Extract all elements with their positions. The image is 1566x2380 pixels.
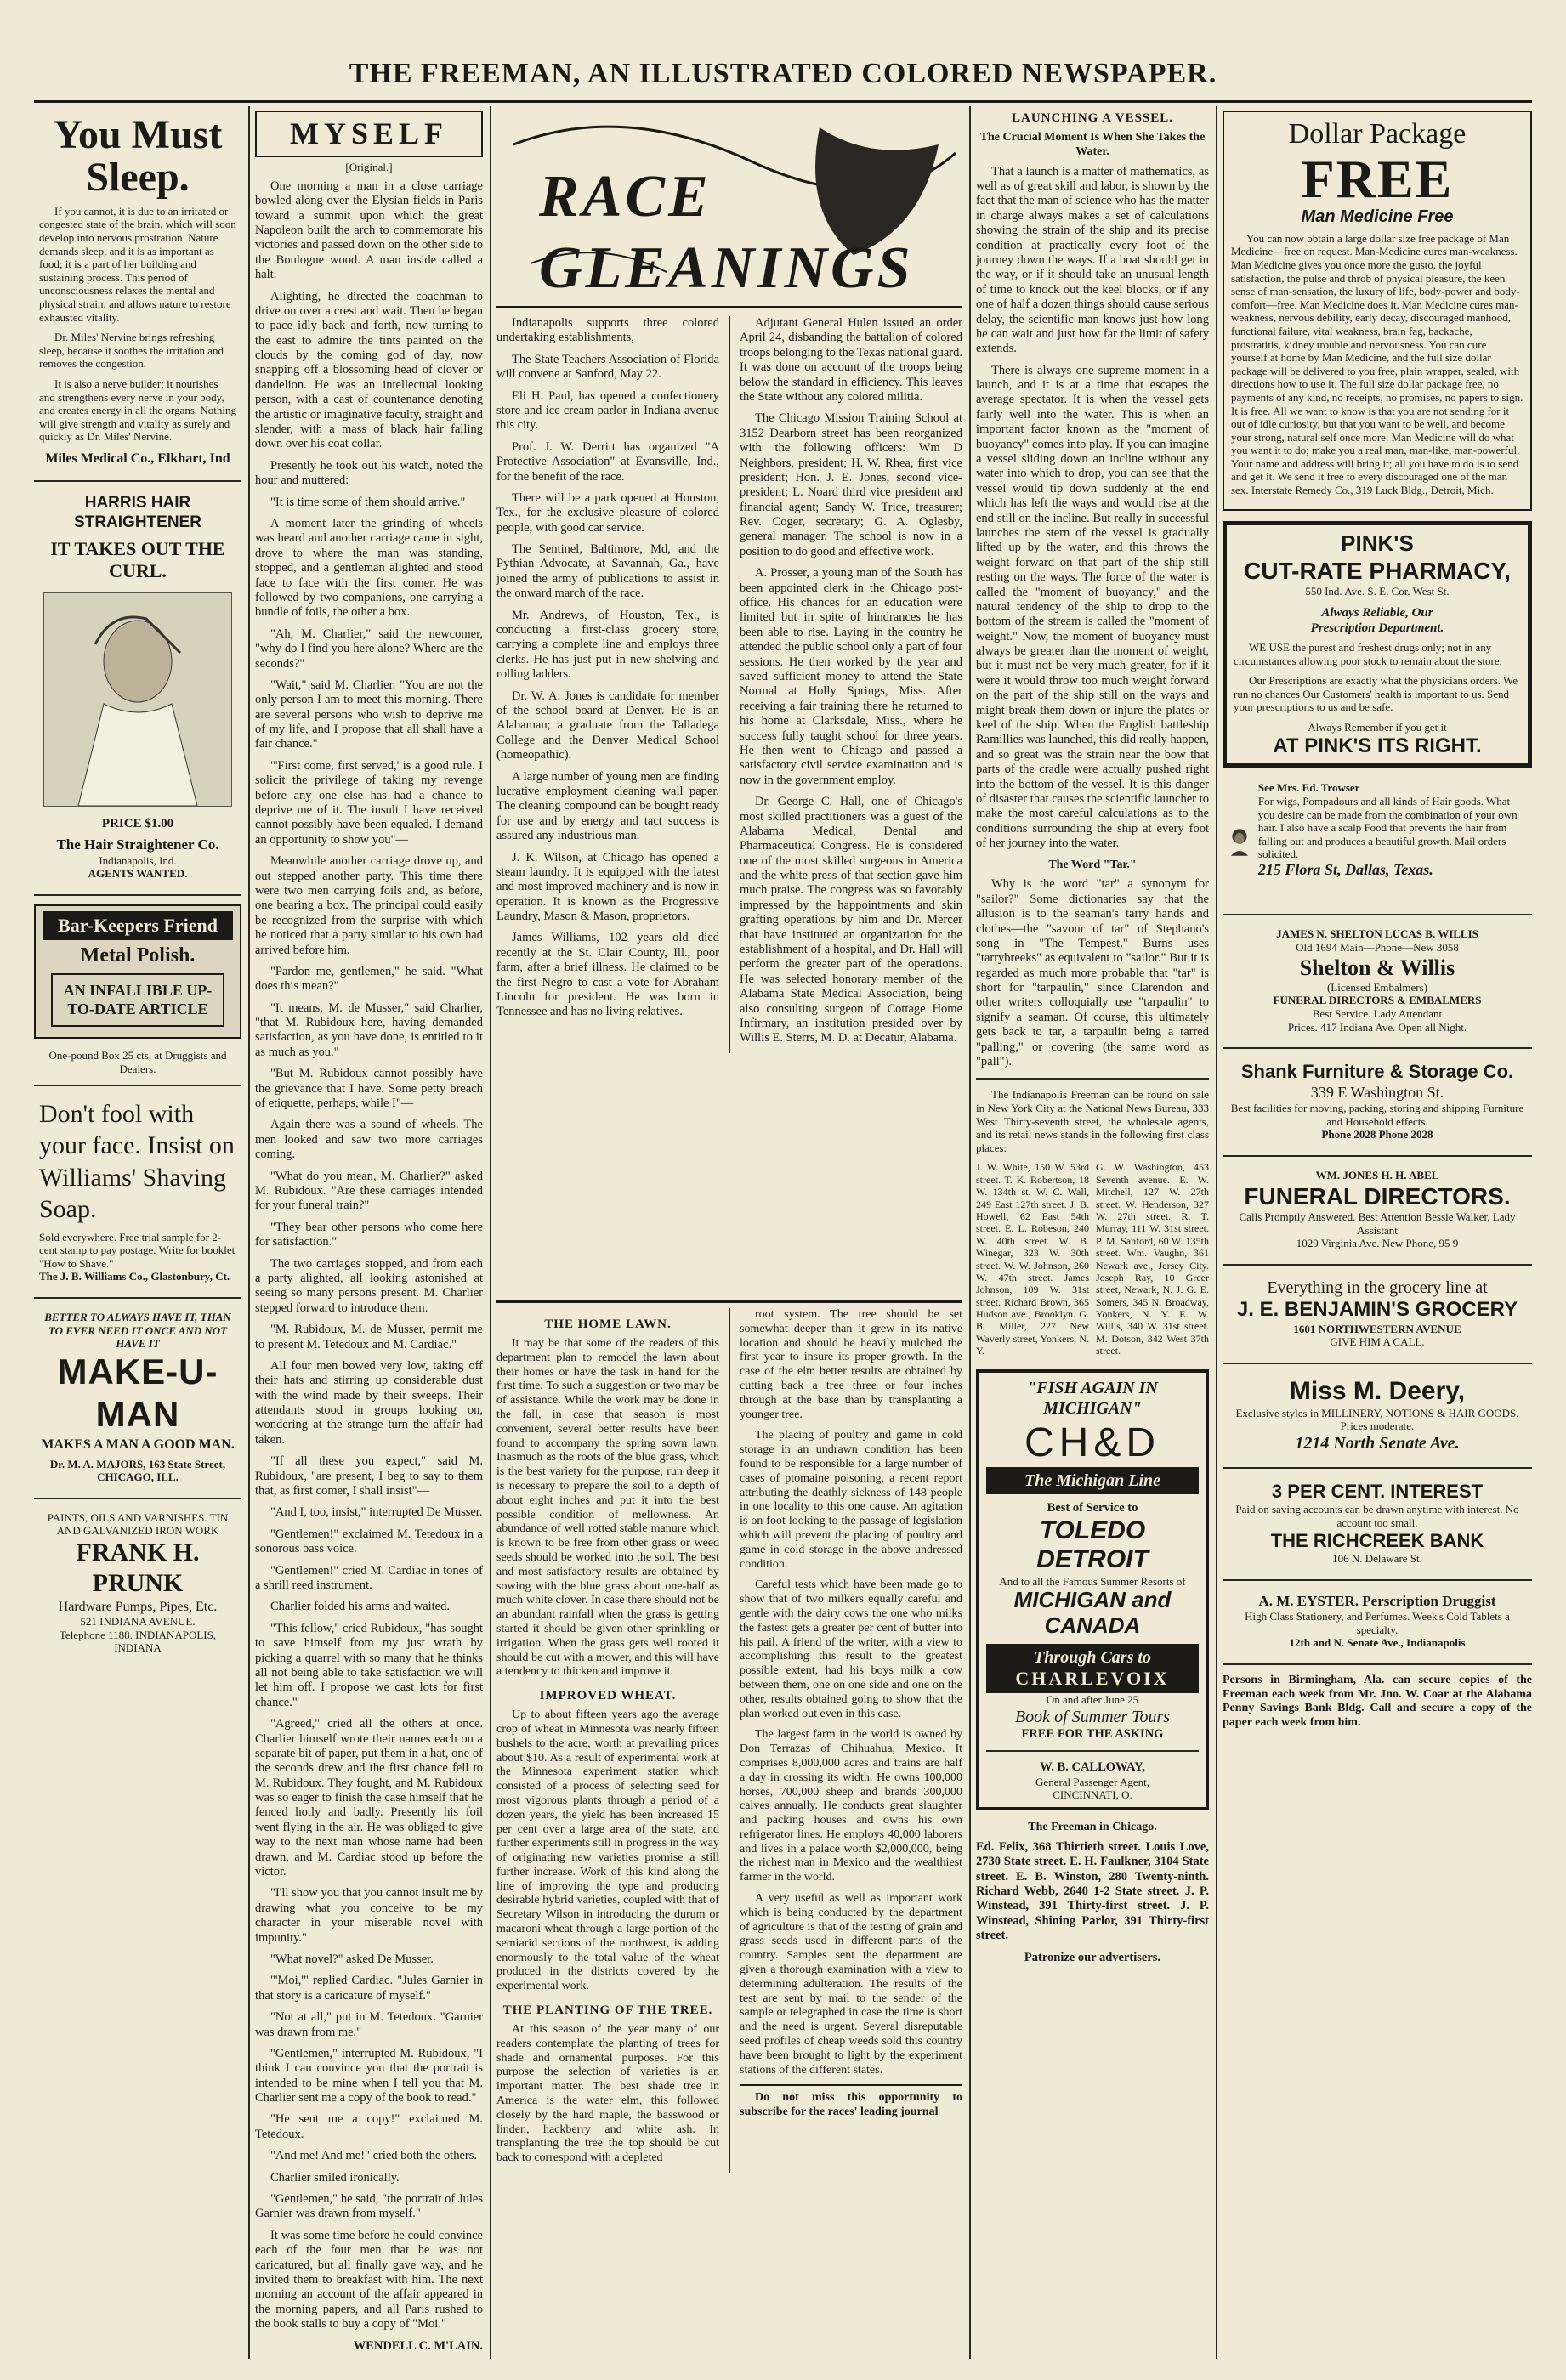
paragraph: "Wait," said M. Charlier. "You are not the only person I am to meet this morning. There are several persons who wish to deprive me of my life, and I propose that all shall have a fair chance." xyxy=(255,677,483,751)
ad-benjamin-address: 1601 NORTHWESTERN AVENUE xyxy=(1293,1322,1461,1335)
column-rule xyxy=(969,106,971,2359)
ad-chd-and: And to all the Famous Summer Resorts of xyxy=(999,1574,1186,1588)
ad-shelton-serv: Best Service. Lady Attendant xyxy=(1312,1006,1443,1020)
divider xyxy=(1223,1363,1532,1364)
ad-deery-body: Exclusive styles in MILLINERY, NOTIONS & HAIR GOODS. Prices moderate. xyxy=(1235,1406,1519,1433)
paragraph: James Williams, 102 years old died recently at the St. Clair County, Ill., poor farm, after a brief illness. He claimed to be the first Negro to cast a vote for Abraham Lincoln for president. He was born in Tennessee and has no living relatives. xyxy=(496,931,719,1019)
column-1 xyxy=(34,110,241,2354)
paragraph: All four men bowed very low, taking off their hats and stirring up considerable dust with the wind made by their sweeps. Their attendants stood in groups looking on, wondering at the strange turn the affair had taken. xyxy=(255,1358,483,1447)
race-gleanings xyxy=(496,110,962,1309)
paragraph: "Gentlemen!" exclaimed M. Tetedoux in a sonorous bass voice. xyxy=(255,1527,483,1556)
paragraph: "It is time some of them should arrive." xyxy=(270,495,466,509)
ad-bank-address: 106 N. Delaware St. xyxy=(1332,1552,1422,1566)
race-banner-title: RACE GLEANINGS xyxy=(539,164,914,301)
ad-chd-charl: CHARLEVOIX xyxy=(1015,1668,1170,1690)
ad-jones-body: Calls Promptly Answered. Best Attention Bessie Walker, Lady Assistant xyxy=(1239,1210,1516,1237)
paragraph: A very useful as well as important work which is being conducted by the department of agriculture is that of the testing of grain and grass seeds used in different parts of the country. Samples sent the department are given a thorough examination with a view to determining adulteration. The results of the test are sent by mail to the sender of the sample or telegraphed in case the time is short and the need is urgent. Several disreputable seed profiles of cheap weeds sold this country have been brought to light by the experiment stations of the different states. xyxy=(740,1892,962,2077)
lawn-title: THE HOME LAWN. xyxy=(544,1318,672,1331)
ad-shank-phones: Phone 2028 Phone 2028 xyxy=(1321,1128,1433,1142)
ad-chd-logo: CH&D xyxy=(1024,1420,1160,1465)
paragraph: "And I, too, insist," interrupted De Musser. xyxy=(270,1505,483,1520)
lawn-closing: Do not miss this opportunity to subscribe for the races' leading journal xyxy=(740,2084,962,2120)
paragraph: Again there was a sound of wheels. The men looked and saw two more carriages coming. xyxy=(255,1118,483,1162)
ad-shelton xyxy=(1223,924,1532,1037)
ad-chd xyxy=(976,1369,1209,1810)
paragraph: "What do you mean, M. Charlier?" asked M. Rubidoux. "Are these carriages intended for your funeral train?" xyxy=(255,1169,483,1213)
ad-trower-title: See Mrs. Ed. Trowser xyxy=(1257,781,1360,795)
ad-chd-agent-city: CINCINNATI, O. xyxy=(1053,1788,1132,1802)
home-lawn-section xyxy=(496,1300,962,2362)
paragraph: Dr. W. A. Jones is candidate for member of the school board at Denver. He is an Alabaman; a graduate from the Talladega College and the Denver Medical School (homeopathic). xyxy=(496,688,719,762)
paragraph: "I'll show you that you cannot insult me by drawing what you conceive to be my character in your miserable novel with impunity." xyxy=(255,1886,483,1945)
race-left-column xyxy=(496,316,719,1053)
lawn-para: It may be that some of the readers of this department plan to remodel the lawn about their homes or have the task in hand for the first time. To such a suggestion or two may be of assistance. While the work may be done in the fall, in case that season is most convenient, several better results have been found to accompany the spring sown lawn. Inasmuch as the roots of the blue grass, which is the best variety for the purpose, run deep it is necessary to prepare the soil to a depth of about eight inches and put it into the best possible condition of mellowness. An abundance of well rotted stable manure which is known to be free from other grass or weed seeds should be worked into the soil. The best and most satisfactory results are obtained by sowing with the blue grass about one-half as much white clover. In case there should not be an abundant rainfall when the grass is getting started it should be given other sprinkling or irrigation. When the grass gets well rooted it should be cut with a mower, and this will have a tendency to thicken and improve it. xyxy=(496,1337,719,1679)
paragraph: Indianapolis supports three colored undertaking establishments, xyxy=(496,316,719,345)
ad-barkeeper xyxy=(34,904,241,1039)
ad-prunk xyxy=(34,1508,241,1658)
divider xyxy=(1223,914,1532,915)
ad-chd-after: On and after June 25 xyxy=(1046,1693,1139,1707)
paragraph: The largest farm in the world is owned by Don Terrazas of Chihuahua, Mexico. It comprises 8,000,000 acres and trains are half a day in crossing its width. He owns 100,000 horses, 700,000 sheep and brands 300,000 calves annually. He conducts great slaughter and packing houses and owns his own refrigerator lines. He employs 40,000 laborers and lives in a palace worth $2,000,000, being the richest man in Mexico and the wealthiest farmer in the world. xyxy=(740,1728,962,1884)
divider xyxy=(34,1085,241,1086)
divider xyxy=(1223,1047,1532,1049)
ad-shelton-firm: Shelton & Willis xyxy=(1299,955,1455,980)
ad-shelton-lic: (Licensed Embalmers) xyxy=(1326,980,1428,994)
ad-pink-reliable: Always Reliable, Our xyxy=(1321,606,1433,620)
ad-williams xyxy=(34,1095,241,1287)
ad-pink-title: CUT-RATE PHARMACY, xyxy=(1244,557,1511,584)
ad-williams-text: Don't fool with your face. Insist on Williams' Shaving Soap. xyxy=(39,1099,235,1224)
ad-harris-price: PRICE $1.00 xyxy=(101,817,174,831)
ad-bank-body: Paid on saving accounts can be drawn anytime with interest. No account too small. xyxy=(1235,1503,1519,1530)
paragraph: "It means, M. de Musser," said Charlier, "that M. Rubidoux here, having demanded satisfaction, as you have done, is entitled to it as much as you." xyxy=(255,1000,483,1059)
birmingham-notice: Persons in Birmingham, Ala. can secure copies of the Freeman each week from Mr. Jno. W. Coar at the Alabama Penny Savings Bank Bldg. Call and secure a copy of the paper each week from him. xyxy=(1223,1673,1532,1730)
divider xyxy=(34,1297,241,1299)
ad-shank-address: 339 E Washington St. xyxy=(1310,1083,1444,1101)
ad-jones xyxy=(1223,1165,1532,1254)
column-2-myself xyxy=(255,110,483,2354)
vessel-para: That a launch is a matter of mathematics, as well as of great skill and labor, is shown by the fact that the man of science who has the matter in charge always makes a set of calculations showing the strain of the ship and its precise condition at practically every foot of the journey down the ways. If a boat should get in the way, or if it should take an unusual length of time to knock out the keel blocks, or if any one of half a dozen things should cause serious delay, the scientific man knows just how long he can wait and just how far the limit of safety extends. xyxy=(976,164,1209,356)
ad-chd-line: The Michigan Line xyxy=(986,1467,1199,1494)
paragraph: J. K. Wilson, at Chicago has opened a steam laundry. It is equipped with the latest and most improved machinery and is now in operation. It is known as the Progressive Laundry, Mason & Mason, proprietors. xyxy=(496,850,719,924)
divider xyxy=(1223,1663,1532,1665)
tar-title: The Word "Tar." xyxy=(1048,858,1137,871)
story-author: WENDELL C. M'LAIN. xyxy=(353,2338,483,2353)
ad-makeuman-sub: MAKES A MAN A GOOD MAN. xyxy=(41,1436,235,1452)
ad-bank-rate: 3 PER CENT. INTEREST xyxy=(1271,1481,1484,1503)
ad-bank xyxy=(1223,1477,1532,1569)
paragraph: A large number of young men are finding lucrative employment cleaning wall paper. The cleaning compound can be bought ready for use and by energy and tact success is assured any industrious man. xyxy=(496,769,719,843)
ny-left: J. W. White, 150 W. 53rd street. T. K. Robertson, 18 W. 134th st. W. C. Wall, 249 East 127th street. J. B. Howell, 62 East 54th street. E. L. Robeson, 240 W. 40th street. W. B. Winegar, 323 W. 30th street. W. W. Johnson, 260 W. 47th street. James Johnson, 109 W. 31st street. Richard Brown, 365 Hudson ave., Brooklyn. G. B. Miller, 227 New Waverly street, Yonkers, N. Y. xyxy=(976,1161,1089,1357)
ad-chd-cities: TOLEDO DETROIT xyxy=(1036,1516,1149,1574)
paragraph: Mr. Andrews, of Houston, Tex., is conducting a first-class grocery store, carrying a complete line and employs three clerks. He has just put in new shelving and rolling ladders. xyxy=(496,608,719,682)
paragraph: "'Moi,'" replied Cardiac. "Jules Garnier in that story is a caricature of myself." xyxy=(255,1974,483,2003)
paragraph: Alighting, he directed the coachman to drive on over a crest and wait. Then he began to pace idly back and forth, now turning to the east to admire the tints painted on the clouds by the coming god of day, now snapping off a blossoming head of clover or dandelion. He was an intellectual looking person, with a cast of countenance denoting the artistic or imaginative faculty, straight and slender, with a mass of black hair falling down over his coat collar. xyxy=(255,289,483,451)
masthead: THE FREEMAN, AN ILLUSTRATED COLORED NEWSPAPER. xyxy=(34,58,1532,103)
ad-harris-agents: AGENTS WANTED. xyxy=(88,867,188,881)
ad-benjamin xyxy=(1223,1274,1532,1352)
ad-sleep-footer: Miles Medical Co., Elkhart, Ind xyxy=(45,450,230,466)
ad-harris xyxy=(34,490,241,884)
paragraph: "What novel?" asked De Musser. xyxy=(270,1952,434,1966)
paragraph: "He sent me a copy!" exclaimed M. Tetedoux. xyxy=(255,2112,483,2141)
divider xyxy=(1223,1155,1532,1157)
ad-williams-sub: Sold everywhere. Free trial sample for 2-cent stamp to pay postage. Write for booklet "How to Shave." xyxy=(39,1230,235,1270)
paragraph: A moment later the grinding of wheels was heard and another carriage came in sight, drove to where the man was standing, stopped, and a gentleman alighted and stood face to face with the first comer. He was followed by two companions, one carrying a bundle of foils, the other a box. xyxy=(255,516,483,620)
ad-sleep-body3: It is also a nerve builder; it nourishes and strengthens every nerve in your body, and creates energy in all the organs. Nothing will give strength and vitality as surely and quickly as Dr. Miles' Nervine. xyxy=(39,377,237,444)
story-body-myself xyxy=(255,179,483,2332)
paragraph: "And me! And me!" cried both the others. xyxy=(270,2149,477,2163)
ad-chd-agent-title: General Passenger Agent, xyxy=(1035,1775,1149,1788)
ny-right: G. W. Washington, 453 Seventh avenue. E. W. Mitchell, 127 W. 27th street. W. Henderson, 327 W. 27th street. R. T. Murray, 111 W. 31st street. P. M. Sanford, 60 W. 135th street. Wm. Vaughn, 361 Newark ave., Jersey City. Joseph Ray, 10 Greer street, Newark, N. J. G. E. Somers, 345 N. Broadway, Yonkers, N. Y. E. W. Willis, 340 W. 31st street. M. Dotson, 342 West 37th street. xyxy=(1096,1161,1209,1357)
ad-chd-top: "FISH AGAIN IN MICHIGAN" xyxy=(1027,1378,1158,1418)
paragraph: Prof. J. W. Derritt has organized "A Protective Association" at Evansville, Ind., for the benefit of the race. xyxy=(496,439,719,484)
ad-prunk-name: FRANK H. PRUNK xyxy=(76,1538,200,1598)
chicago-title: The Freeman in Chicago. xyxy=(1028,1820,1157,1833)
ad-barkeeper-headline: Bar-Keepers Friend xyxy=(43,911,233,940)
paragraph: "Not at all," put in M. Tetedoux. "Garnier was drawn from me." xyxy=(255,2010,483,2039)
ad-pink-dept: Prescription Department. xyxy=(1310,621,1444,636)
ad-deery-address: 1214 North Senate Ave. xyxy=(1295,1434,1460,1454)
ad-deery-name: Miss M. Deery, xyxy=(1289,1376,1466,1405)
race-right-column xyxy=(740,316,962,1053)
column-rule xyxy=(248,106,250,2359)
paragraph: The Chicago Mission Training School at 3152 Dearborn street has been reorganized with the following officers: Wm D Neighbors, president; H. W. Rhea, first vice president; Hon. J. E. Jones, second vice-president; L. Noard third vice president and financial agent; Sandy W. Trice, treasurer; Rev. Coger, secretary; G. A. Oglesby, general manager. The school is now in a position to do good and effective work. xyxy=(740,411,962,558)
tar-para: Why is the word "tar" a synonym for "sailor?" Some dictionaries say that the allusion is to the seaman's tarry hands and clothes—the "savour of tar" of Stephano's song in "The Tempest." Burns uses "tarrybreeks" as equivalent to "sailor." But it is regarded as much more probable that "tar" is short for "tarpaulin," since Clarendon and other writers colloquially use "tarpaulin" to signify a seaman. Of course, this ultimately gets back to tar, a tarpaulin being a tarred "palling," or covering (the same word as "pall"). xyxy=(976,877,1209,1069)
divider xyxy=(1223,1579,1532,1581)
tree-title: THE PLANTING OF THE TREE. xyxy=(502,2003,713,2018)
paragraph: Charlier smiled ironically. xyxy=(270,2170,400,2184)
paragraph: "Gentlemen," interrupted M. Rubidoux, "I think I can convince you that the portrait is intended to be mine when I tell you that M. Charlier sent me a copy of the book to read." xyxy=(255,2046,483,2105)
paragraph: The Sentinel, Baltimore, Md, and the Pythian Advocate, at Savannah, Ga., have joined the army of publications to assist in the onward march of the race. xyxy=(496,542,719,601)
ad-chd-cars: Through Cars to xyxy=(1034,1648,1151,1668)
column-rule xyxy=(1216,106,1217,2359)
ad-pink-address: 550 Ind. Ave. S. E. Cor. West St. xyxy=(1305,585,1450,598)
ad-chd-mich: MICHIGAN and CANADA xyxy=(1013,1587,1172,1639)
ad-benjamin-top: Everything in the grocery line at xyxy=(1267,1278,1488,1297)
ad-makeuman xyxy=(34,1307,241,1488)
paragraph: Charlier folded his arms and waited. xyxy=(270,1600,450,1614)
ad-harris-headline: HARRIS HAIR STRAIGHTENER xyxy=(74,494,201,531)
patronize: Patronize our advertisers. xyxy=(1024,1950,1161,1964)
vessel-sub: The Crucial Moment Is When She Takes the Water. xyxy=(979,131,1206,158)
ad-dollar-body: You can now obtain a large dollar size free package of Man Medicine—free on request. Man-Medicine cures man-weakness. Man Medicine gives you once more the gusto, the joyful satisfaction, the pulse and throb of physical pleasure, the keen sense of man-sensation, the luxury of life, body-power and body-comfort—free. Man Medicine does it. Man Medicine cures man-weakness, nervous debility, early decay, discouraged manhood, functional failure, vital weakness, brain fag, backache, prostratitis, kidney trouble and nervousness. You can cure yourself at home by Man Medicine, and the full size dollar package will be delivered to you free, plain wrapper, sealed, with directions how to use it. The full size dollar package free, no payments of any kind, no receipts, no promises, no papers to sign. It is free. All we want to know is that you are not sending for it out of idle curiosity, but that you want to be well, and become your strong, natural self once more. Man Medicine will do what you want it to do; make you a real man, man-like, man-powerful. Your name and address will bring it; all you have to do is to send and get it. We send it free to every discouraged one of the man sex. Interstate Remedy Co., 319 Luck Bldg., Detroit, Mich. xyxy=(1231,231,1523,497)
ad-shank xyxy=(1223,1057,1532,1145)
paragraph: It was some time before he could convince each of the four men that he was not caricatured, but all finally gave way, and he invited them to breakfast with him. The next morning an account of the affair appeared in the morning papers, and all Paris rushed to the book stalls to buy a copy of "Moi." xyxy=(255,2228,483,2332)
ad-trower-body: For wigs, Pompadours and all kinds of Hair goods. What you desire can be made from the combination of your own hair. I also have a scalp Food that prevents the hair from falling out and produces a beautiful growth. Mail orders solicited. xyxy=(1257,795,1518,861)
ad-prunk-sub: Hardware Pumps, Pipes, Etc. xyxy=(58,1600,218,1615)
ad-shelton-names: JAMES N. SHELTON LUCAS B. WILLIS xyxy=(1276,927,1478,941)
ad-bank-name: THE RICHCREEK BANK xyxy=(1270,1529,1484,1551)
divider xyxy=(1223,1264,1532,1266)
story-title-myself: MYSELF xyxy=(255,110,483,157)
ad-shank-body: Best facilities for moving, packing, storing and shipping Furniture and Household effects. xyxy=(1230,1102,1524,1128)
ad-barkeeper-sub: Metal Polish. xyxy=(80,944,196,967)
paragraph: "But M. Rubidoux cannot possibly have the grievance that I have. Some petty breach of etiquette, perhaps, while I"— xyxy=(255,1067,483,1111)
ad-harris-company: The Hair Straightener Co. xyxy=(56,836,219,853)
ad-shelton-dir: FUNERAL DIRECTORS & EMBALMERS xyxy=(1273,994,1482,1007)
wheat-title: IMPROVED WHEAT. xyxy=(539,1689,677,1703)
ad-barkeeper-footer: One-pound Box 25 cts, at Druggists and Dealers. xyxy=(48,1049,227,1075)
paragraph: One morning a man in a close carriage bowled along over the Elysian fields in Paris toward a summit upon which the great Napoleon built the arch to commemorate his victories and passed down on the other side to the Boulogne wood. A man inside called a halt. xyxy=(255,178,483,282)
portrait-illustration xyxy=(1228,781,1251,900)
ad-chd-book: Book of Summer Tours xyxy=(1014,1708,1171,1726)
paragraph: "Gentlemen," he said, "the portrait of Jules Garnier was drawn from myself." xyxy=(255,2192,483,2221)
ad-eyster-body: High Class Stationery, and Perfumes. Week's Cold Tablets a specialty. xyxy=(1245,1610,1510,1636)
ad-sleep-body2: Dr. Miles' Nervine brings refreshing sleep, because it soothes the irritation and removes the congestion. xyxy=(39,331,224,371)
story-original-tag: [Original.] xyxy=(345,161,393,174)
column-5-vessel xyxy=(976,110,1209,2354)
ad-dollar-top: Dollar Package xyxy=(1288,118,1467,150)
paragraph: "'First come, first served,' is a good rule. I solicit the privilege of taking my revenge before any one else has had a chance to deprive me of it. The insult I have received cannot possibly have been equaled. I demand an opportunity to show you"— xyxy=(255,758,483,847)
ad-dollar xyxy=(1223,110,1532,511)
ad-makeuman-top: BETTER TO ALWAYS HAVE IT, THAN TO EVER NEED IT ONCE AND NOT HAVE IT xyxy=(44,1310,231,1351)
ad-pink-right: AT PINK'S ITS RIGHT. xyxy=(1273,734,1482,757)
column-6-ads xyxy=(1223,110,1532,2354)
ad-pink-use: WE USE the purest and freshest drugs only; not in any circumstances allowing poor stock to remain about the store. xyxy=(1234,641,1502,667)
paragraph: Eli H. Paul, has opened a confectionery store and ice cream parlor in Indiana avenue this city. xyxy=(496,388,719,433)
ad-jones-names: WM. JONES H. H. ABEL xyxy=(1315,1168,1439,1182)
vessel-title: LAUNCHING A VESSEL. xyxy=(1011,111,1174,125)
paragraph: Meanwhile another carriage drove up, and out stepped another party. This time there were two men carrying foils and, as before, one bearing a box. The principal could easily be recognized from the surprise with which he noticed that a party similar to his own had arrived before him. xyxy=(255,854,483,957)
tree-para: At this season of the year many of our readers contemplate the planting of trees for shade and ornamental purposes. For this purpose the selection of varieties is an important matter. The best shade tree in America is the water elm, this followed closely by the hard maple, the basswood or linden, hackberry and white ash. In transplanting the tree the top should be cut back to correspond with a depleted xyxy=(496,2023,719,2165)
divider xyxy=(34,894,241,896)
ad-shelton-prices: Prices. 417 Indiana Ave. Open all Night. xyxy=(1287,1020,1467,1034)
ad-eyster-name: A. M. EYSTER. Perscription Druggist xyxy=(1258,1592,1496,1609)
divider xyxy=(976,1078,1209,1080)
paragraph: Presently he took out his watch, noted the hour and muttered: xyxy=(255,458,483,488)
ad-pink-remember: Always Remember if you get it xyxy=(1308,721,1447,734)
paragraph: "Pardon me, gentlemen," he said. "What does this mean?" xyxy=(255,964,483,994)
ad-prunk-address: 521 INDIANA AVENUE. xyxy=(80,1615,196,1629)
ad-pink xyxy=(1223,521,1532,768)
paragraph: "Gentlemen!" cried M. Cardiac in tones of a shrill reed instrument. xyxy=(255,1563,483,1592)
ad-sleep-headline: You Must Sleep. xyxy=(53,112,223,201)
ad-prunk-phone: Telephone 1188. INDIANAPOLIS, INDIANA xyxy=(59,1628,217,1655)
paragraph: root system. The tree should be set somewhat deeper than it grew in its native location and should be heavily mulched the first year to insure its proper growth. In the case of the elm better results are obtained by cutting back a tree three or four inches through at the base than by transplanting a younger tree. xyxy=(740,1308,962,1421)
ad-makeuman-address: Dr. M. A. MAJORS, 163 State Street, CHICAGO, ILL. xyxy=(49,1457,226,1484)
ad-deery xyxy=(1223,1373,1532,1457)
vessel-para: There is always one supreme moment in a launch, and it is at a time that escapes the average spectator. It is when the vessel gets fairly well into the water. This is when an important factor known as the "moment of buoyancy" comes into play. If you can imagine a vessel sliding down an incline without any water into which to drop, you can see that the vessel would tip down suddenly at the end which has left the ways and would rise at the end still on the incline. But really in successful launches the stern of the vessel is gradually lifted up by the water, and this throws the weight forward on that part of the ship still resting on the ways. The force of the water is called the "moment of buoyancy," and the natural tendency of the ship to drop to the bottom of the stream is called the "moment of weight." Now, the moment of buoyancy must always be greater than the moment of weight, but it must not be very much greater, for if it were it would throw too much weight forward on the part of the ship still on the ways and might break them down or injure the plates or keel of the ship. When the English battleship Ramillies was launched, this did really happen, and so great was the strain near the bow that parts of the cradle were actually pushed right into the bottom of the vessel. It is this danger of disaster that causes the scientific launcher to make the most careful calculations as to the conditions surrounding the ship at every foot of her journey into the water. xyxy=(976,363,1209,851)
column-rule xyxy=(490,106,491,2359)
ad-harris-arc: IT TAKES OUT THE CURL. xyxy=(50,537,225,582)
ad-prunk-top: PAINTS, OILS AND VARNISHES. TIN AND GALVANIZED IRON WORK xyxy=(47,1510,229,1538)
paragraph: Careful tests which have been made go to show that of two milkers equally careful and gentle with the dairy cows the one who milks the fastest gets a greater per cent of butter into his pail. A friend of the writer, with a view to accomplishing this result to the greatest possible extent, had his boys milk a cow between them, one on one side and one on the other, results obtained going to show that the plan worked out even in this case. xyxy=(740,1578,962,1720)
paragraph: The two carriages stopped, and from each a party alighted, all looking astonished at seeing so many persons present. M. Charlier stepped forward to introduce them. xyxy=(255,1256,483,1315)
ny-intro: The Indianapolis Freeman can be found on sale in New York City at the National News Bureau, 333 West Thirty-seventh street, the wholesale agents, and its retail news stands in the following first class places: xyxy=(976,1088,1209,1154)
divider xyxy=(34,480,241,482)
paragraph: "They bear other persons who come here for satisfaction." xyxy=(255,1220,483,1250)
paragraph: There will be a park opened at Houston, Tex., for the exclusive pleasure of colored people, with good car service. xyxy=(496,490,719,535)
ad-jones-title: FUNERAL DIRECTORS. xyxy=(1244,1182,1511,1210)
ad-makeuman-headline: MAKE-U-MAN xyxy=(57,1351,218,1435)
ad-sleep-body: If you cannot, it is due to an irritated or congested state of the brain, which will soon develop into nervous prostration. Nature demands sleep, and it is as important as food; it is a part of her building and sustaining process. This period of unconsciousness relaxes the mental and physical strain, and allows nature to restore exhausted vitality. xyxy=(39,204,236,324)
paragraph: A. Prosser, a young man of the South has been appointed clerk in the Chicago post-office. His chances for an education were limited but in spite of hindrances he has been able to rise. Laying in the country he attended the public school only a part of four sessions. He then worked by the year and saved sufficient money to attend the State Normal at Holly Springs, Miss. After receiving a fair training there he returned to his home at Clarksdale, Miss., where he success fully taught school for three years. He then went to Chicago and passed a satisfactory civil service examination and is now in the government employ. xyxy=(740,566,962,787)
race-banner xyxy=(496,110,962,308)
ad-pink-name: PINK'S xyxy=(1341,530,1414,556)
ad-shank-name: Shank Furniture & Storage Co. xyxy=(1240,1061,1514,1083)
ad-shelton-phones: Old 1694 Main—Phone—New 3058 xyxy=(1296,941,1459,954)
ad-sleep xyxy=(34,110,241,470)
ad-pink-pres: Our Prescriptions are exactly what the physicians orders. We run no chances Our Customers' health is important to us. Send your prescriptions to us and be safe. xyxy=(1234,674,1518,714)
ad-jones-address: 1029 Virginia Ave. New Phone, 95 9 xyxy=(1296,1237,1459,1250)
paragraph: Adjutant General Hulen issued an order April 24, disbanding the battalion of colored troops belonging to the Texas national guard. It was done on account of the troops being below the standard in efficiency. This leaves the State without any colored militia. xyxy=(740,316,962,404)
ad-benjamin-call: GIVE HIM A CALL. xyxy=(1330,1335,1425,1349)
paragraph: "If all these you expect," said M. Rubidoux, "are present, I beg to say to them that, as first comer, I shall insist"— xyxy=(255,1454,483,1499)
ad-chd-agent: W. B. CALLOWAY, xyxy=(1040,1760,1145,1775)
divider xyxy=(34,1498,241,1499)
ad-williams-company: The J. B. Williams Co., Glastonbury, Ct. xyxy=(39,1270,230,1284)
paragraph: "Ah, M. Charlier," said the newcomer, "why do I find you here alone? Where are the seconds?" xyxy=(255,626,483,671)
lawn-right-column xyxy=(740,1308,962,2077)
ad-dollar-sub: Man Medicine Free xyxy=(1301,207,1454,226)
ad-benjamin-name: J. E. BENJAMIN'S GROCERY xyxy=(1236,1297,1518,1321)
ad-harris-address: Indianapolis, Ind. xyxy=(99,853,177,867)
ad-barkeeper-tag: AN INFALLIBLE UP-TO-DATE ARTICLE xyxy=(51,973,224,1027)
divider xyxy=(1223,1467,1532,1469)
ad-chd-best: Best of Service to xyxy=(1047,1501,1138,1516)
paragraph: Dr. George C. Hall, one of Chicago's most skilled practitioners was a guest of the Alabama Medical, Dental and Pharmaceutical Congress. He is considered one of the most skilled surgeons in America and the white press of that section gave him much praise. The congress was so favorably impressed by the happointments and skin grafting operations by him and Dr. Mercer that have instituted an organization for the establishment of a hospital, and Dr. Hall will perform the greater part of the operations. He was selected honorary member of the Alabama State Medical Association, being also consulting surgeon of Cottage Home Infirmary, an institution presided over by Willis E. Sterrs, M. D. at Decatur, Alabama. xyxy=(740,795,962,1046)
ad-eyster xyxy=(1223,1590,1532,1653)
woman-illustration xyxy=(43,592,232,807)
chicago-list: Ed. Felix, 368 Thirtieth street. Louis Love, 2730 State street. E. H. Faulkner, 3104 State street. E. B. Winston, 280 Twenty-ninth. Richard Webb, 2640 1-2 State street. J. P. Winstead, 391 Thirty-first street. J. P. Winstead, Shining Parlor, 391 Thirty-first street. xyxy=(976,1839,1209,1943)
paragraph: The State Teachers Association of Florida will convene at Sanford, May 22. xyxy=(496,352,719,382)
wheat-para: Up to about fifteen years ago the average crop of wheat in Minnesota was nearly fifteen bushels to the acre, worth at prevailing prices about $10. As a result of experimental work at the Minnesota experiment station which consisted of a process of selecting seed for most vigorous plants through a period of a dozen years, the yield has been increased 15 per cent over a large area of the state, and further experiments still in progress in the way of originating new varieties promise a still further increase. Work of this kind along the line of improving the type and producing desirable hybrid varieties, coupled with that of Secretary Wilson in introducing the durum or macaroni wheat through a large portion of the semiarid sections of the northwest, is adding enormously to the total value of the wheat produced in the districts covered by the experimental work. xyxy=(496,1708,719,1993)
ad-chd-free: FREE FOR THE ASKING xyxy=(1021,1727,1164,1741)
paragraph: "Agreed," cried all the others at once. Charlier himself wrote their names each on a separate bit of paper, put them in a hat, one of the seconds drew and the first chance fell to M. Rubidoux. They fought, and M. Rubidoux was so eager to finish the case himself that he fenced hotly and badly. Presently his foil went flying in the air. He was obliged to give way to the next man whose name had been drawn, and M. Cardiac stood up before the victor. xyxy=(255,1717,483,1879)
ad-eyster-address: 12th and N. Senate Ave., Indianapolis xyxy=(1289,1636,1466,1650)
paragraph: "M. Rubidoux, M. de Musser, permit me to present M. Tetedoux and M. Cardiac." xyxy=(255,1323,483,1352)
paragraph: The placing of poultry and game in cold storage in an undrawn condition has been found to be responsible for a large number of cases of ptomaine poisoning, a recent report attributing the deathly sickness of 148 people in one locality to this one cause. An agitation is on foot looking to the passage of legislation which will prevent the placing of poultry and game in cold storage in the above undressed condition. xyxy=(740,1429,962,1571)
paragraph: "This fellow," cried Rubidoux, "has sought to save himself from my just wrath by picking a quarrel with so many that he thinks all not being able to take satisfaction we will let him off. I propose we cast lots for first chance." xyxy=(255,1621,483,1709)
ad-dollar-free: FREE xyxy=(1301,148,1454,209)
divider xyxy=(986,1750,1199,1752)
ad-trower-address: 215 Flora St, Dallas, Texas. xyxy=(1257,860,1433,878)
ad-trower xyxy=(1223,778,1532,904)
